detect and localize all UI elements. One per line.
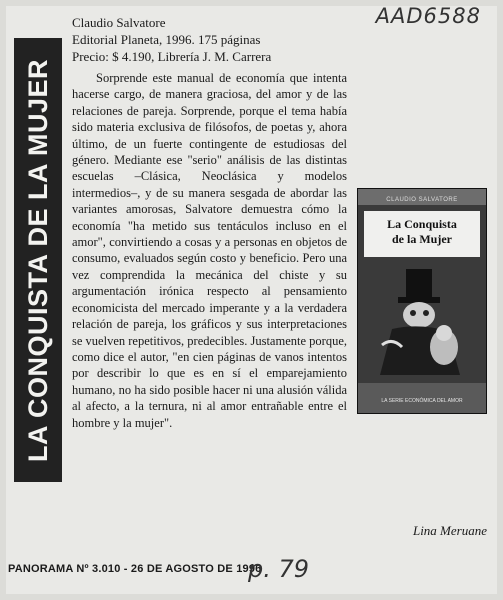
cover-title-box xyxy=(364,211,480,257)
book-metadata xyxy=(72,14,372,65)
handwritten-page-note: p. 79 xyxy=(248,555,310,583)
review-body xyxy=(72,70,487,431)
book-author: Claudio Salvatore xyxy=(72,15,166,30)
review-signature: Lina Meruane xyxy=(412,523,487,538)
side-title: LA CONQUISTA DE LA MUJER xyxy=(22,58,53,462)
publication-footer: PANORAMA Nº 3.010 - 26 DE AGOSTO DE 1996 xyxy=(8,563,262,575)
side-title-band xyxy=(14,38,62,482)
book-cover-image xyxy=(357,188,487,414)
cover-author: CLAUDIO SALVATORE xyxy=(386,197,458,203)
review-paragraph: Sorprende este manual de economía que intenta hacerse cargo, de manera graciosa, del amor y de las relaciones de pareja. Sorprende, porque el tema había sido materia exclusiva de filósofos, de poetas y, ahora último, de un fuerte contingente de estudiosas del género. Mediante ese "serio" análisis de las distintas escuelas –Clásica, Neoclásica y modelos intermedios–, y de su manera sesgada de abordar las variantes amorosas, Salvatore demuestra cómo la economía "ha metido sus tentáculos incluso en el amor", convirtiendo a cosas y a personas en objetos de consumo, evaluados según costo y beneficio. Pero una vez comprendida la mecánica del chiste y su argumentación irónica respecto al pensamiento economicista del mercado imperante y a la verdadera relación de pareja, los gráficos y sus interpretaciones se vuelven repetitivos, predecibles. Justamente porque, como dice el autor, "en cien páginas de vanos intentos por describir lo que es en sí el emparejamiento humano, no ha sido posible hacer ni una alusión válida al afecto, a la ternura, ni al amor entrañable entre el hombre y la mujer". xyxy=(72,71,347,430)
book-publisher: Editorial Planeta, 1996. 175 páginas xyxy=(72,32,261,47)
cover-title-line-1: La Conquista xyxy=(387,217,457,231)
book-price: Precio: $ 4.190, Librería J. M. Carrera xyxy=(72,49,272,64)
cover-bottom-text: LA SERIE ECONÓMICA DEL AMOR xyxy=(381,398,463,404)
cover-illustration xyxy=(372,267,472,375)
cover-title-line-2: de la Mujer xyxy=(392,232,452,246)
handwritten-catalog-id: AAD6588 xyxy=(375,4,481,28)
